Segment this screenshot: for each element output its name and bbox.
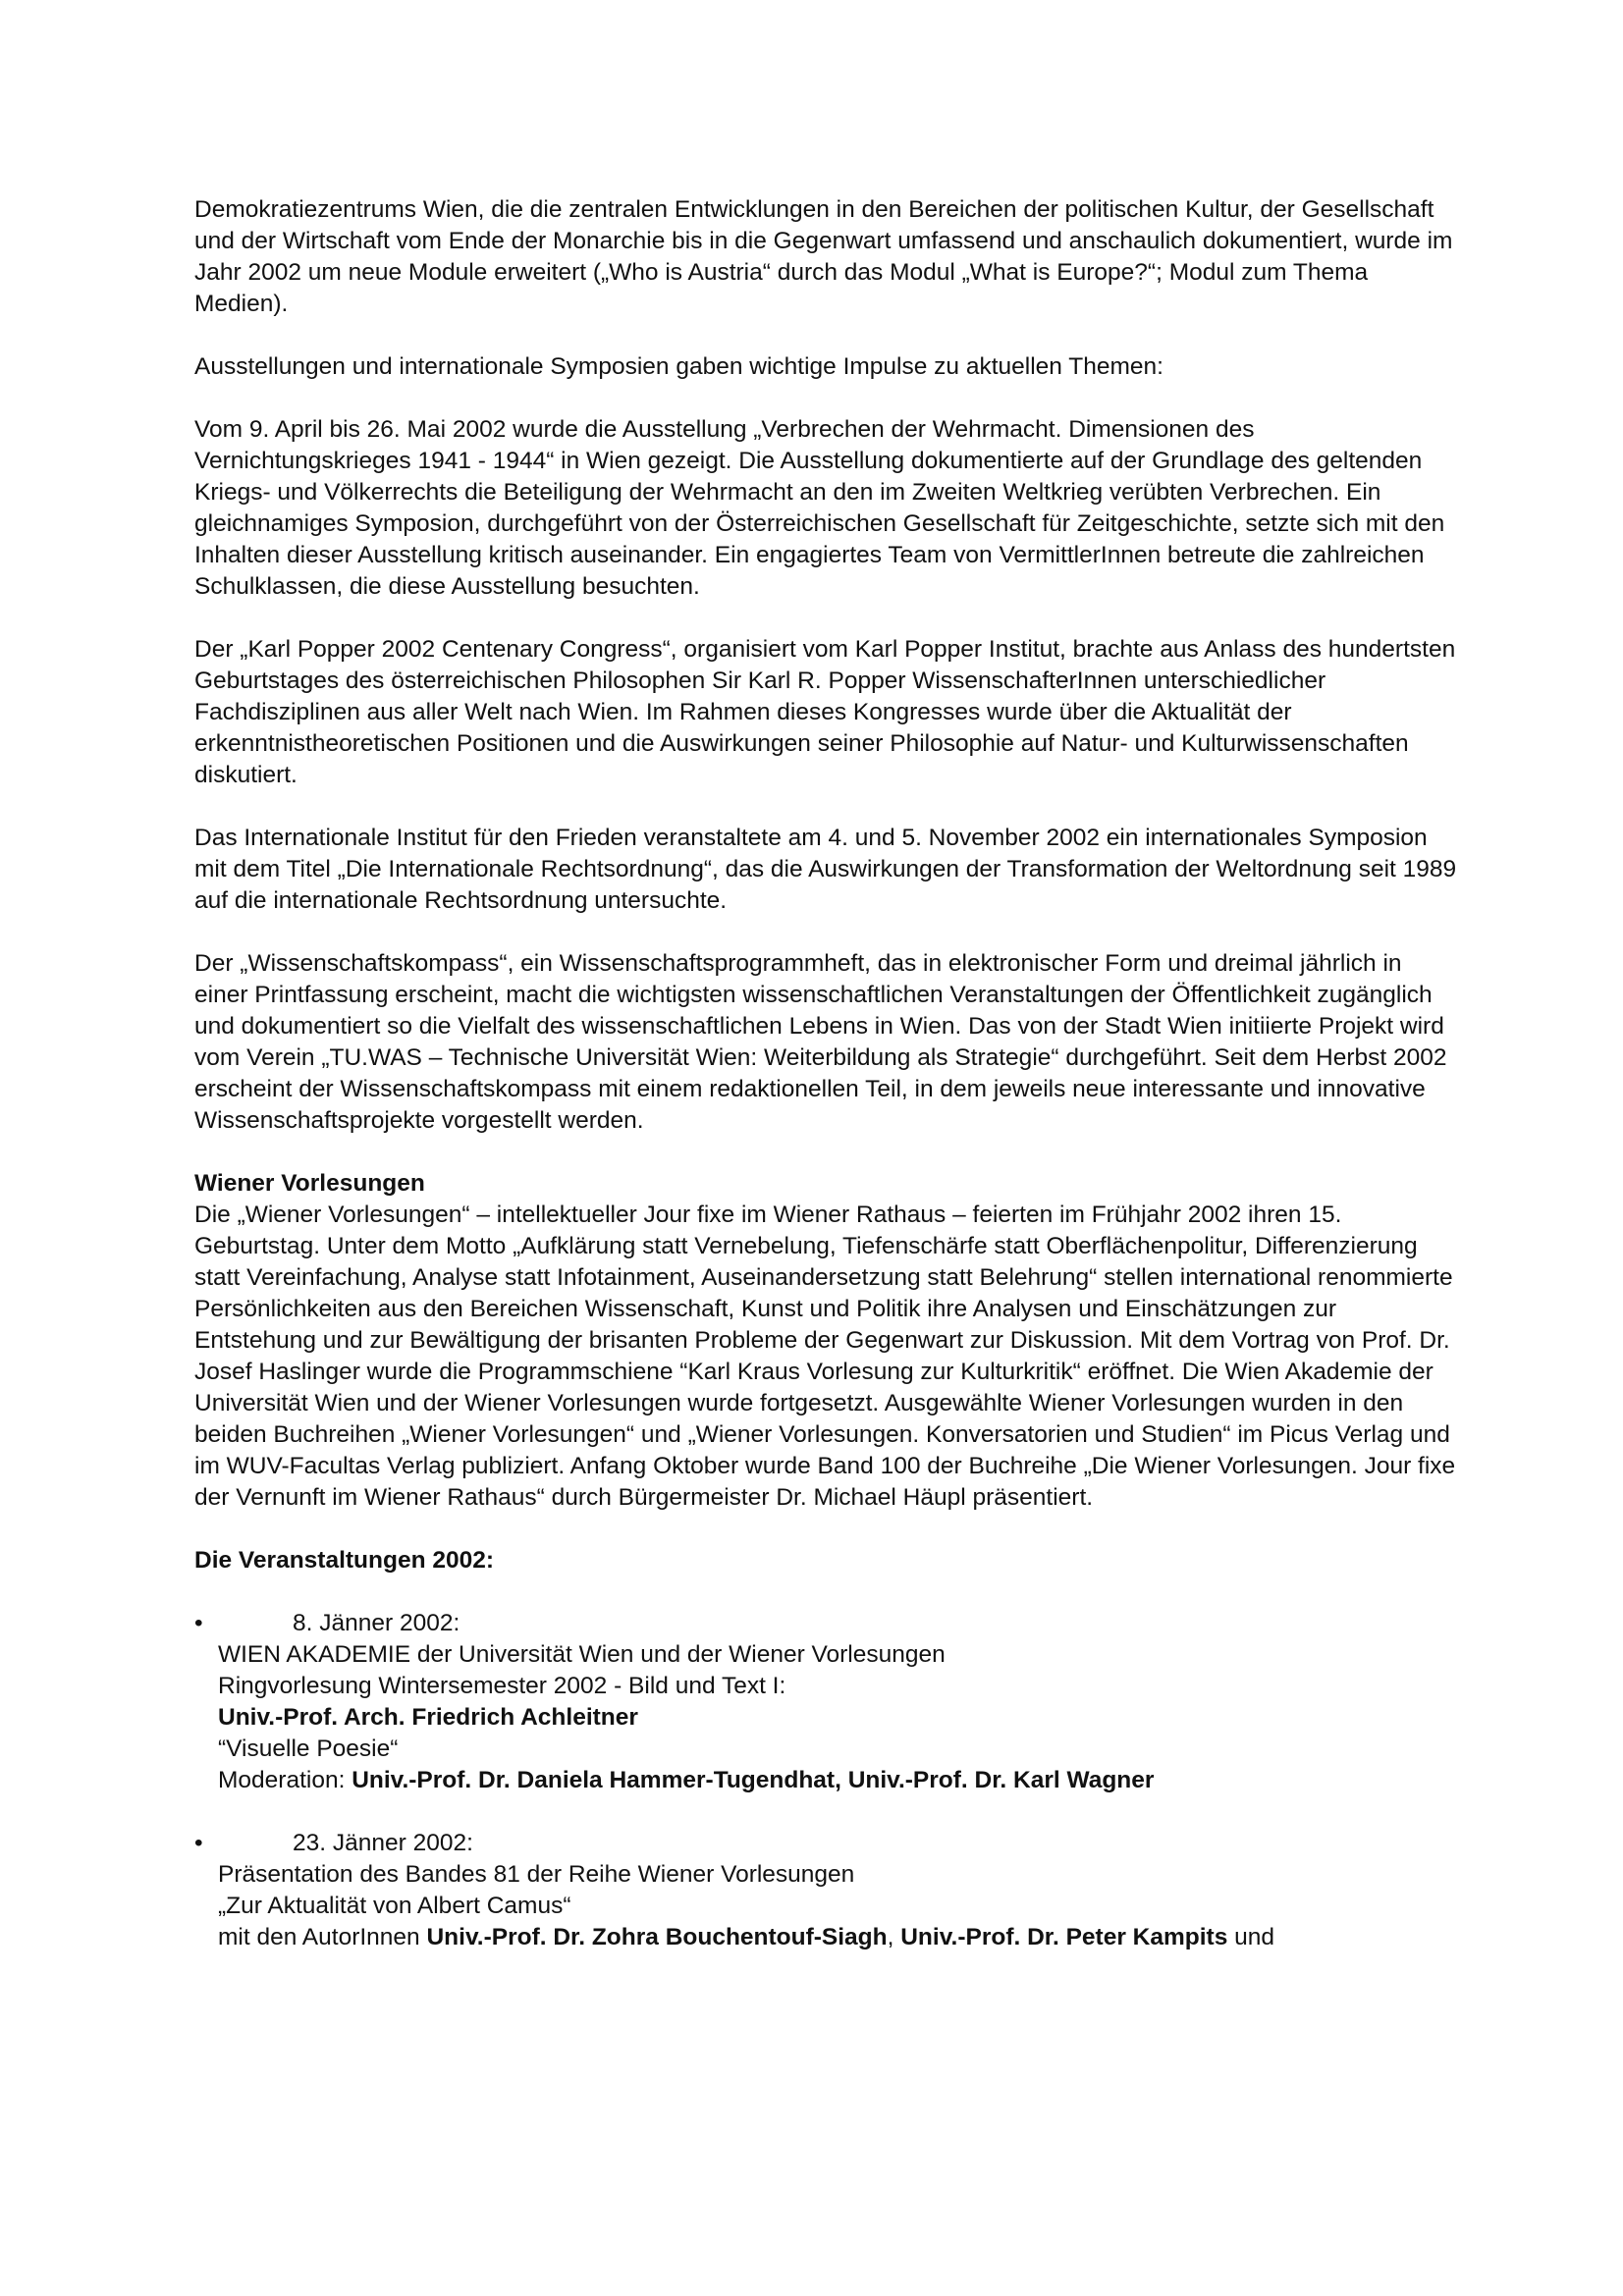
event-date: 8. Jänner 2002: <box>293 1610 460 1636</box>
event-line: Ringvorlesung Wintersemester 2002 - Bild und Text I: <box>218 1673 786 1699</box>
paragraph-wiener-vorlesungen: Die „Wiener Vorlesungen“ – intellektueller Jour fixe im Wiener Rathaus – feierten im Frühjahr 2002 ihren 15. Geburtstag. Unter dem Motto „Aufklärung statt Vernebelung, Tiefenschärfe statt Oberflächenpolitur, Differenzierung statt Vereinfachung, Analyse statt Infotainment, Auseinandersetzung statt Belehrung“ stellen international renommierte Persönlichkeiten aus den Bereichen Wissenschaft, Kunst und Politik ihre Analysen und Einschätzungen zur Entstehung und zur Bewältigung der brisanten Probleme der Gegenwart zur Diskussion. Mit dem Vortrag von Prof. Dr. Josef Haslinger wurde die Programmschiene “Karl Kraus Vorlesung zur Kulturkritik“ eröffnet. Die Wien Akademie der Universität Wien und der Wiener Vorlesungen wurde fortgesetzt. Ausgewählte Wiener Vorlesungen wurden in den beiden Buchreihen „Wiener Vorlesungen“ und „Wiener Vorlesungen. Konversatorien und Studien“ im Picus Verlag und im WUV-Facultas Verlag publiziert. Anfang Oktober wurde Band 100 der Buchreihe „Die Wiener Vorlesungen. Jour fixe der Vernunft im Wiener Rathaus“ durch Bürgermeister Dr. Michael Häupl präsentiert. <box>194 1201 1456 1511</box>
paragraph-karl-popper-congress: Der „Karl Popper 2002 Centenary Congress“, organisiert vom Karl Popper Institut, brachte aus Anlass des hundertsten Geburtstages des österreichischen Philosophen Sir Karl R. Popper WissenschafterInnen unterschiedlicher Fachdisziplinen aus aller Welt nach Wien. Im Rahmen dieses Kongresses wurde über die Aktualität der erkenntnistheoretischen Positionen und die Auswirkungen seiner Philosophie auf Natur- und Kulturwissenschaften diskutiert. <box>194 636 1456 788</box>
authors-prefix: mit den AutorInnen <box>218 1924 427 1950</box>
event-item <box>194 1828 1461 1953</box>
bullet-icon: • <box>194 1830 203 1856</box>
event-speaker: Univ.-Prof. Arch. Friedrich Achleitner <box>218 1704 638 1731</box>
event-authors <box>218 1922 1461 1953</box>
authors-suffix: und <box>1227 1924 1275 1950</box>
event-title: “Visuelle Poesie“ <box>218 1735 399 1762</box>
event-line: Präsentation des Bandes 81 der Reihe Wiener Vorlesungen <box>218 1861 855 1888</box>
moderation-names: Univ.-Prof. Dr. Daniela Hammer-Tugendhat, Univ.-Prof. Dr. Karl Wagner <box>352 1767 1155 1793</box>
author-name: Univ.-Prof. Dr. Peter Kampits <box>900 1924 1228 1950</box>
section-heading-wiener-vorlesungen: Wiener Vorlesungen <box>194 1170 425 1197</box>
moderation-label: Moderation: <box>218 1767 352 1793</box>
event-moderation <box>218 1765 1461 1796</box>
event-item <box>194 1608 1461 1796</box>
event-line: WIEN AKADEMIE der Universität Wien und der Wiener Vorlesungen <box>218 1641 946 1668</box>
document-page <box>194 194 1461 1985</box>
bullet-icon: • <box>194 1610 203 1636</box>
paragraph-demokratiezentrum: Demokratiezentrums Wien, die die zentralen Entwicklungen in den Bereichen der politischen Kultur, der Gesellschaft und der Wirtschaft vom Ende der Monarchie bis in die Gegenwart umfassend und anschaulich dokumentiert, wurde im Jahr 2002 um neue Module erweitert („Who is Austria“ durch das Modul „What is Europe?“; Modul zum Thema Medien). <box>194 196 1453 317</box>
paragraph-wissenschaftskompass: Der „Wissenschaftskompass“, ein Wissenschaftsprogrammheft, das in elektronischer Form und dreimal jährlich in einer Printfassung erscheint, macht die wichtigsten wissenschaftlichen Veranstaltungen der Öffentlichkeit zugänglich und dokumentiert so die Vielfalt des wissenschaftlichen Lebens in Wien. Das von der Stadt Wien initiierte Projekt wird vom Verein „TU.WAS – Technische Universität Wien: Weiterbildung als Strategie“ durchgeführt. Seit dem Herbst 2002 erscheint der Wissenschaftskompass mit einem redaktionellen Teil, in dem jeweils neue interessante und innovative Wissenschaftsprojekte vorgestellt werden. <box>194 950 1447 1134</box>
author-name: Univ.-Prof. Dr. Zohra Bouchentouf-Siagh <box>426 1924 888 1950</box>
paragraph-institut-frieden: Das Internationale Institut für den Frieden veranstaltete am 4. und 5. November 2002 ein internationales Symposion mit dem Titel „Die Internationale Rechtsordnung“, das die Auswirkungen der Transformation der Weltordnung seit 1989 auf die internationale Rechtsordnung untersuchte. <box>194 825 1457 914</box>
event-date: 23. Jänner 2002: <box>293 1830 473 1856</box>
paragraph-wehrmacht-ausstellung: Vom 9. April bis 26. Mai 2002 wurde die Ausstellung „Verbrechen der Wehrmacht. Dimensionen des Vernichtungskrieges 1941 - 1944“ in Wien gezeigt. Die Ausstellung dokumentierte auf der Grundlage des geltenden Kriegs- und Völkerrechts die Beteiligung der Wehrmacht an den im Zweiten Weltkrieg verübten Verbrechen. Ein gleichnamiges Symposion, durchgeführt von der Österreichischen Gesellschaft für Zeitgeschichte, setzte sich mit den Inhalten dieser Ausstellung kritisch auseinander. Ein engagiertes Team von VermittlerInnen betreute die zahlreichen Schulklassen, die diese Ausstellung besuchten. <box>194 416 1445 600</box>
paragraph-ausstellungen-intro: Ausstellungen und internationale Symposien gaben wichtige Impulse zu aktuellen Themen: <box>194 353 1163 380</box>
section-heading-veranstaltungen: Die Veranstaltungen 2002: <box>194 1547 495 1574</box>
author-separator: , <box>887 1924 901 1950</box>
event-title: „Zur Aktualität von Albert Camus“ <box>218 1893 571 1919</box>
